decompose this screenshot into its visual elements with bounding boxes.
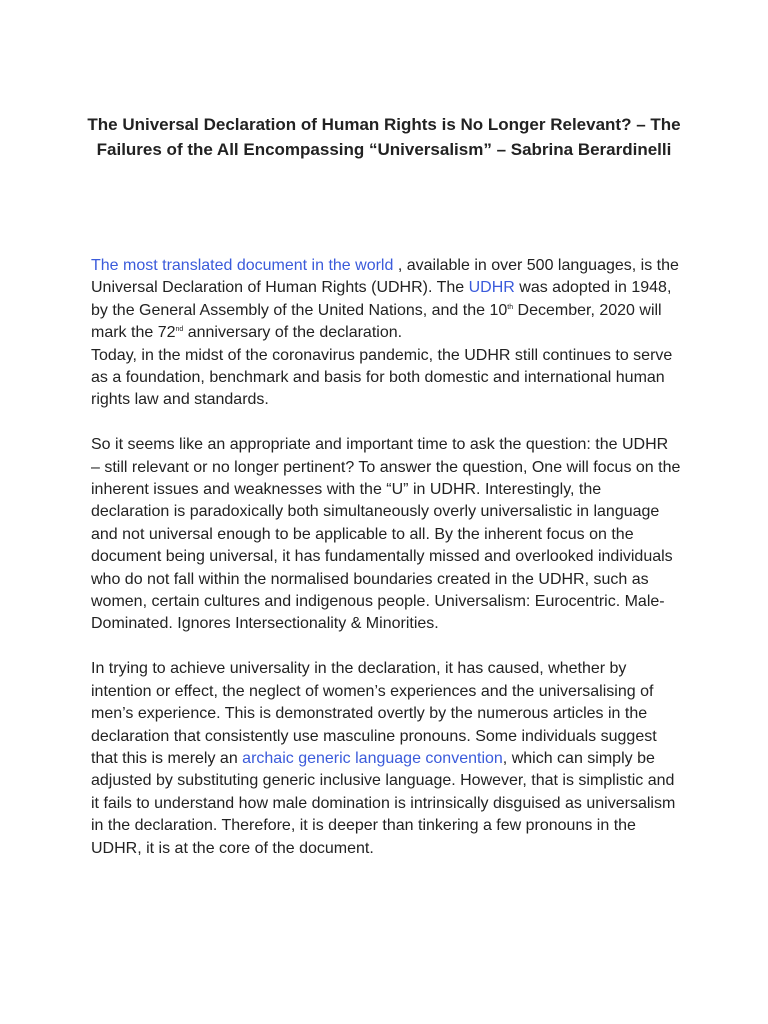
paragraph-intro-text-3: December, 2020 will mark the 72 xyxy=(91,301,662,342)
paragraph-intro-text-1: , available in over 500 languages, is the Universal Declaration of Human Rights (UDHR). The xyxy=(91,257,679,297)
link-archaic-generic-language-convention[interactable]: archaic generic language convention xyxy=(242,749,503,767)
superscript-nd: nd xyxy=(175,326,184,334)
paragraph-universality-text-1: In trying to achieve universality in the declaration, it has caused, whether by intention or effect, the neglect of women’s experiences and the universalising of men’s experience. This is demonstrated overtly by the numerous articles in the declaration that consistently use masculine pronouns. Some individuals suggest that this is merely an xyxy=(91,660,657,767)
paragraph-today: Today, in the midst of the coronavirus pandemic, the UDHR still continues to serve as a foundation, benchmark and basis for both domestic and international human rights law and standards. xyxy=(91,346,673,409)
paragraph-universality-text-2: , which can simply be adjusted by substituting generic inclusive language. However, that is simplistic and it fails to understand how male domination is intrinsically disguised as universalism in the declaration. Therefore, it is deeper than tinkering a few pronouns in the UDHR, it is at the core of the document. xyxy=(91,749,676,857)
superscript-th: th xyxy=(507,303,514,311)
paragraph-intro-text-2: was adopted in 1948, by the General Assembly of the United Nations, and the 10 xyxy=(91,279,672,319)
link-most-translated-document[interactable]: The most translated document in the world xyxy=(91,257,394,274)
paragraph-intro xyxy=(91,255,681,345)
document-title: The Universal Declaration of Human Rights is No Longer Relevant? – The Failures of the All Encompassing “Universalism” – Sabrina Berardinelli xyxy=(87,115,681,159)
paragraph-universality xyxy=(91,658,681,860)
paragraph-question: So it seems like an appropriate and important time to ask the question: the UDHR – still relevant or no longer pertinent? To answer the question, One will focus on the inherent issues and weaknesses with the “U” in UDHR. Interestingly, the declaration is paradoxically both simultaneously overly universalistic in language and not universal enough to be applicable to all. By the inherent focus on the document being universal, it has fundamentally missed and overlooked individuals who do not fall within the normalised boundaries created in the UDHR, such as women, certain cultures and indigenous people. Universalism: Eurocentric. Male-Dominated. Ignores Intersectionality & Minorities. xyxy=(91,436,681,633)
paragraph-intro-text-4: anniversary of the declaration. xyxy=(183,324,403,342)
paragraph-spacer xyxy=(91,636,681,658)
paragraph-spacer xyxy=(91,412,681,434)
link-udhr[interactable]: UDHR xyxy=(468,279,515,297)
document-body xyxy=(91,255,681,860)
